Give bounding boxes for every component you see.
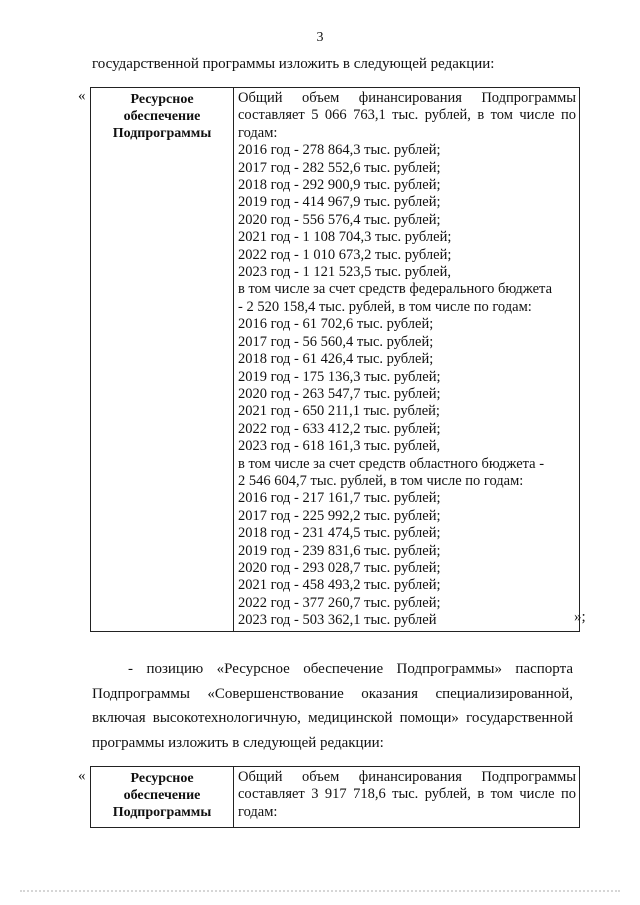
content-line: годам: [238, 124, 278, 141]
content-line: 2016 год - 61 702,6 тыс. рублей; [238, 316, 434, 333]
content-line: составляет 5 066 763,1 тыс. рублей, в том числе по [238, 107, 576, 124]
paragraph-line: Подпрограммы «Совершенствование оказания специализированной, [92, 685, 573, 702]
content-line: 2017 год - 56 560,4 тыс. рублей; [238, 333, 434, 350]
scan-artifact-dots [20, 890, 620, 896]
content-line: 2023 год - 503 362,1 тыс. рублей [238, 612, 437, 629]
content-line: 2021 год - 458 493,2 тыс. рублей; [238, 577, 441, 594]
resource-table-2 [90, 766, 580, 828]
content-line: 2022 год - 1 010 673,2 тыс. рублей; [238, 246, 452, 263]
content-line: 2016 год - 217 161,7 тыс. рублей; [238, 490, 441, 507]
label-line: обеспечение [123, 109, 201, 124]
table-2-content [234, 767, 579, 827]
content-line: 2017 год - 282 552,6 тыс. рублей; [238, 159, 441, 176]
label-line: Ресурсное [130, 771, 194, 786]
close-quote: »; [574, 609, 586, 625]
content-line: Общий объем финансирования Подпрограммы [238, 769, 576, 785]
content-line: - 2 520 158,4 тыс. рублей, в том числе по годам: [238, 298, 532, 315]
amendment-paragraph [92, 657, 573, 755]
label-line: Подпрограммы [112, 805, 212, 820]
content-line: 2022 год - 633 412,2 тыс. рублей; [238, 420, 441, 437]
content-line: составляет 3 917 718,6 тыс. рублей, в том числе по [238, 786, 576, 803]
paragraph-line: - позицию «Ресурсное обеспечение Подпрограммы» паспорта [128, 661, 573, 677]
content-line: 2021 год - 1 108 704,3 тыс. рублей; [238, 229, 452, 246]
content-line: 2 546 604,7 тыс. рублей, в том числе по годам: [238, 472, 524, 489]
content-line: 2019 год - 175 136,3 тыс. рублей; [238, 368, 441, 385]
content-line: 2019 год - 239 831,6 тыс. рублей; [238, 542, 441, 559]
open-quote-2: « [78, 768, 86, 784]
content-line: в том числе за счет средств федерального бюджета [238, 281, 553, 298]
table-1-label [91, 88, 234, 631]
content-line: 2020 год - 556 576,4 тыс. рублей; [238, 211, 441, 228]
content-line: 2022 год - 377 260,7 тыс. рублей; [238, 594, 441, 611]
content-line: 2023 год - 618 161,3 тыс. рублей, [238, 438, 441, 455]
resource-table-1 [90, 87, 580, 632]
content-line: 2019 год - 414 967,9 тыс. рублей; [238, 194, 441, 211]
content-line: в том числе за счет средств областного бюджета - [238, 455, 545, 472]
content-line: годам: [238, 803, 278, 820]
table-2-label [91, 767, 234, 827]
content-line: Общий объем финансирования Подпрограммы [238, 90, 576, 106]
content-line: 2021 год - 650 211,1 тыс. рублей; [238, 403, 440, 420]
paragraph-line: программы изложить в следующей редакции: [92, 734, 384, 751]
open-quote: « [78, 88, 86, 104]
paragraph-line: включая высокотехнологичную, медицинской помощи» государственной [92, 710, 573, 726]
table-1-content [234, 88, 579, 631]
content-line: 2018 год - 61 426,4 тыс. рублей; [238, 351, 434, 368]
intro-text: государственной программы изложить в следующей редакции: [92, 56, 495, 72]
page-number: 3 [316, 30, 324, 45]
content-line: 2018 год - 292 900,9 тыс. рублей; [238, 177, 441, 194]
content-line: 2017 год - 225 992,2 тыс. рублей; [238, 507, 441, 524]
content-line: 2020 год - 293 028,7 тыс. рублей; [238, 559, 441, 576]
content-line: 2018 год - 231 474,5 тыс. рублей; [238, 525, 441, 542]
content-line: 2023 год - 1 121 523,5 тыс. рублей, [238, 264, 451, 281]
content-line: 2020 год - 263 547,7 тыс. рублей; [238, 385, 441, 402]
label-line: Подпрограммы [112, 126, 212, 141]
content-line: 2016 год - 278 864,3 тыс. рублей; [238, 142, 441, 159]
label-line: Ресурсное [130, 92, 194, 107]
label-line: обеспечение [123, 788, 201, 803]
